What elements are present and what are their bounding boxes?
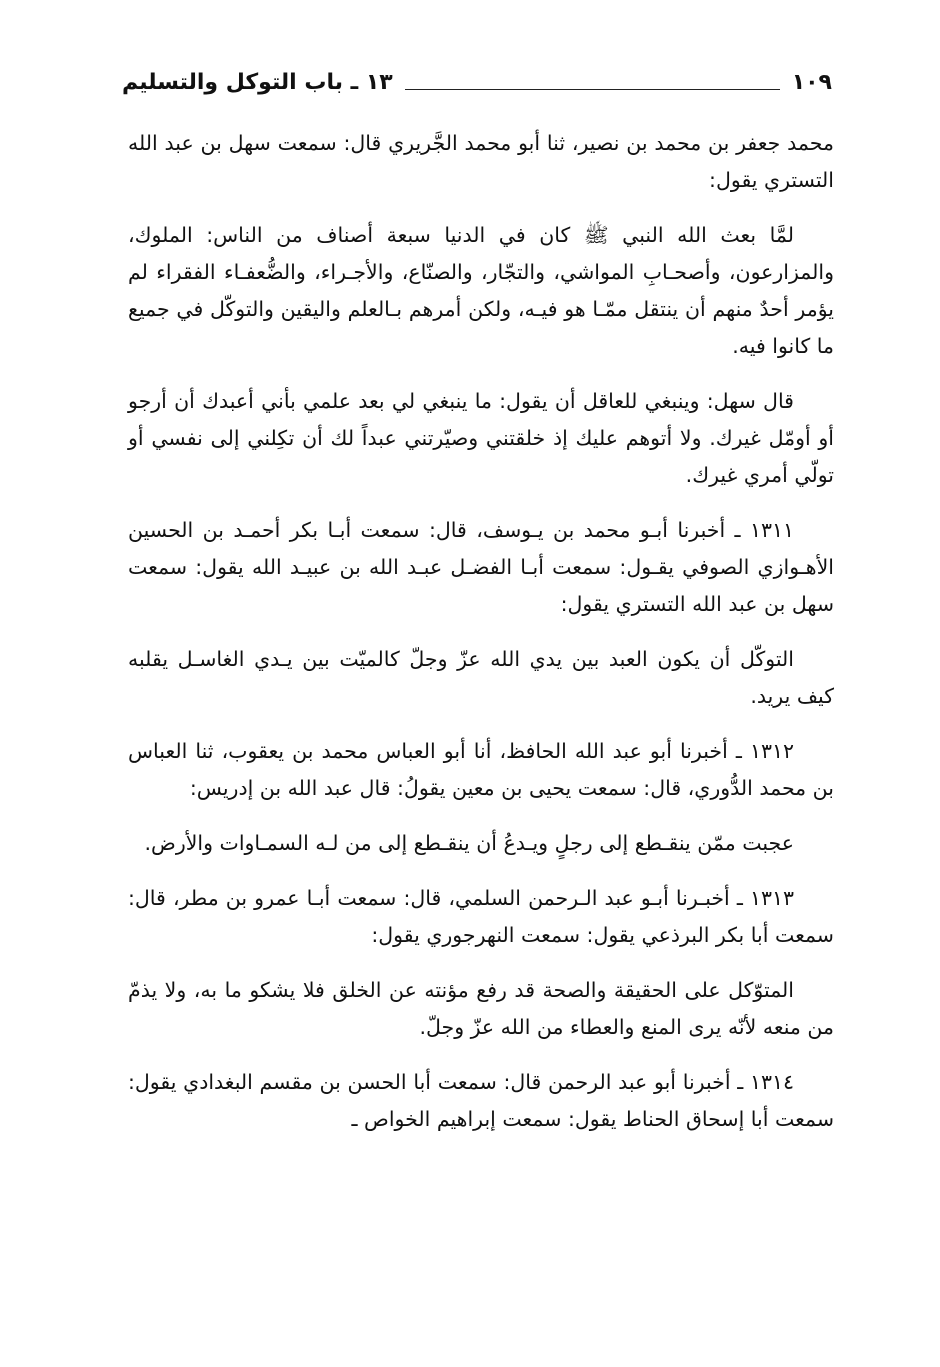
report-1311: ١٣١١ ـ أخبرنا أبـو محمد بن يـوسف، قال: سمعت أبـا بكر أحمـد بن الحسين الأهـوازي الصوفي يقـول: سمعت أبـا الفضـل عبـد الله بن عبيـد الله يقول: سمعت سهل بن عبد الله التستري يقول: bbox=[128, 518, 834, 616]
page-body bbox=[128, 125, 834, 1156]
quote-paragraph: لمَّا بعث الله النبي ﷺ كان في الدنيا سبعة أصناف من الناس: الملوك، والمزارعون، وأصحـابِ المواشي، والتجّار، والصنّاع، والأجـراء، والضُّعفـاء الفقراء لم يؤمر أحدٌ منهم أن ينتقل ممّـا هو فيـه، ولكن أمرهم بـالعلم واليقين والتوكّل في جميع ما كانوا فيه. bbox=[128, 223, 834, 358]
report-1312: ١٣١٢ ـ أخبرنا أبو عبد الله الحافظ، أنا أبو العباس محمد بن يعقوب، ثنا العباس بن محمد الدُّوري، قال: سمعت يحيى بن معين يقولُ: قال عبد الله بن إدريس: bbox=[128, 739, 834, 800]
quote-paragraph: قال سهل: وينبغي للعاقل أن يقول: ما ينبغي لي بعد علمي بأني أعبدك أن أرجو أو أومّل غيرك. ولا أتوهم عليك إذ خلقتني وصيّرتني عبداً لك أن تكِلني إلى نفسي أو تولّي أمري غيرك. bbox=[128, 389, 834, 487]
report-1314: ١٣١٤ ـ أخبرنا أبو عبد الرحمن قال: سمعت أبا الحسن بن مقسم البغدادي يقول: سمعت أبا إسحاق الحناط يقول: سمعت إبراهيم الخواص ـ bbox=[128, 1070, 834, 1131]
quote-paragraph: المتوّكل على الحقيقة والصحة قد رفع مؤنته عن الخلق فلا يشكو ما به، ولا يذمّ من منعه لأنّه يرى المنع والعطاء من الله عزّ وجلّ. bbox=[128, 978, 834, 1039]
chapter-title: ١٣ ـ باب التوكل والتسليم bbox=[122, 70, 393, 95]
running-header bbox=[122, 64, 832, 96]
header-rule bbox=[405, 89, 780, 90]
page-number: ١٠٩ bbox=[791, 70, 832, 95]
quote-paragraph: التوكّل أن يكون العبد بين يدي الله عزّ وجلّ كالميّت بين يـدي الغاسـل يقلبه كيف يريد. bbox=[128, 647, 834, 708]
isnad-paragraph: محمد جعفر بن محمد بن نصير، ثنا أبو محمد الجَّريري قال: سمعت سهل بن عبد الله التستري يقول: bbox=[128, 131, 834, 192]
report-1313: ١٣١٣ ـ أخبـرنا أبـو عبد الـرحمن السلمي، قال: سمعت أبـا عمرو بن مطر، قال: سمعت أبا بكر البرذعي يقول: سمعت النهرجوري يقول: bbox=[128, 886, 834, 947]
quote-paragraph: عجبت ممّن ينقـطع إلى رجلٍ ويـدعُ أن ينقـطع إلى من لـه السمـاوات والأرض. bbox=[144, 831, 794, 855]
